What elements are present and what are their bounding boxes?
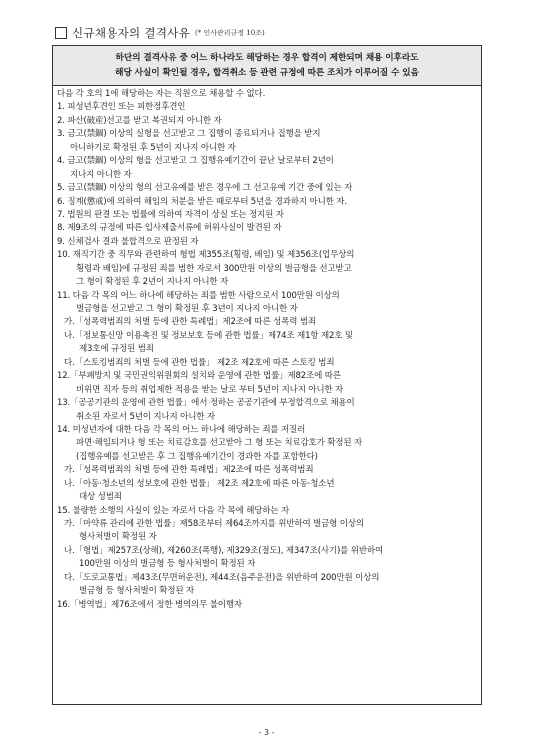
sub-item-continuation: 100만원 이상의 벌금형 등 형사처벌이 확정된 자	[79, 559, 256, 570]
list-item: 6. 징계(懲戒)에 의하여 해임의 처분을 받은 때로부터 5년을 경과하지 아니한 자.	[57, 196, 347, 207]
notice-line: 해당 사실이 확인될 경우, 합격취소 등 관련 규정에 따른 조치가 이루어질 수 있음	[115, 67, 419, 78]
list-item: 10. 재직기간 중 직무와 관련하여 형법 제355조(횡령, 배임) 및 제356조(업무상의	[57, 250, 355, 261]
list-item: 2. 파산(破産)선고를 받고 복권되지 아니한 자	[57, 115, 222, 126]
list-item: 4. 금고(禁錮) 이상의 형을 선고받고 그 집행유예기간이 끝난 날로부터 2년이	[57, 156, 334, 167]
list-item-continuation: 지나지 아니한 자	[70, 169, 132, 180]
list-item-continuation: 벌금형을 선고받고 그 형이 확정된 후 3년이 지나지 아니한 자	[76, 304, 298, 314]
list-item: 9. 신체검사 결과 불합격으로 판정된 자	[57, 236, 199, 247]
list-item-continuation: 파면·해임되거나 형 또는 치료감호를 선고받아 그 형 또는 치료감호가 확정된 자	[76, 438, 363, 449]
sub-item: 다.「스토킹범죄의 처벌 등에 관한 법률」 제2조 제2호에 따른 스토킹 범죄	[64, 357, 335, 368]
sub-item: 가.「마약류 관리에 관한 법률」제58조부터 제64조까지를 위반하여 벌금형 이상의	[64, 519, 364, 529]
sub-item: 다.「도로교통법」제43조(무면허운전), 제44조(음주운전)을 위반하여 200만원 이상의	[64, 572, 380, 583]
list-item: 1. 피성년후견인 또는 피한정후견인	[57, 102, 186, 113]
list-item: 8. 제9조의 규정에 따른 입사제출서류에 허위사실이 발견된 자	[57, 223, 282, 234]
list-item-continuation: 횡령과 배임)에 규정된 죄를 범한 자로서 300만원 이상의 벌금형을 선고받고	[76, 263, 352, 274]
sub-item-continuation: 형사처벌이 확정된 자	[79, 532, 157, 543]
list-item: 3. 금고(禁錮) 이상의 실형을 선고받고 그 집행이 종료되거나 집행을 받지	[57, 129, 321, 140]
sub-item: 가.「성폭력범죄의 처벌 등에 관한 특례법」제2조에 따른 성폭력 범죄	[64, 317, 316, 328]
heading-title: 신규채용자의 결격사유	[72, 26, 191, 40]
list-item: 7. 법원의 판결 또는 법률에 의하여 자격이 상실 또는 정지된 자	[57, 209, 284, 220]
list-item-continuation: 아니하기로 확정된 후 5년이 지나지 아니한 자	[70, 142, 236, 153]
disqualification-list	[53, 86, 481, 612]
list-item: 11. 다음 각 목의 어느 하나에 해당하는 죄를 범한 사람으로서 100만원 이상의	[57, 290, 340, 301]
list-intro: 다음 각 호의 1에 해당하는 자는 직원으로 채용할 수 없다.	[57, 89, 266, 99]
sub-item: 나.「아동·청소년의 성보호에 관한 법률」 제2조 제2호에 따른 아동·청소년	[64, 478, 335, 489]
list-item: 15. 불량한 소행의 사실이 있는 자로서 다음 각 목에 해당하는 자	[57, 505, 290, 516]
list-item-continuation: (집행유예를 선고받은 후 그 집행유예기간이 경과한 자를 포함한다)	[76, 451, 318, 462]
page-number: - 3 -	[258, 728, 275, 737]
notice-banner	[53, 46, 481, 86]
section-heading	[55, 25, 265, 41]
sub-item-continuation: 벌금형 등 형사처벌이 확정된 자	[79, 586, 195, 597]
list-item-continuation: 비위면 직자 등의 취업제한 적용을 받는 날로 부터 5년이 지나지 아니한 자	[76, 384, 344, 395]
sub-item-continuation: 대상 성범죄	[79, 492, 122, 503]
sub-item: 나.「정보통신망 이용촉진 및 정보보호 등에 관한 법률」제74조 제1항 제2호 및	[64, 330, 353, 341]
sub-item: 가.「성폭력범죄의 처벌 등에 관한 특례법」제2조에 따른 성폭력범죄	[64, 465, 314, 476]
list-item: 5. 금고(禁錮) 이상의 형의 선고유예를 받은 경우에 그 선고유예 기간 중에 있는 자	[57, 183, 353, 194]
list-item: 12.「부패방지 및 국민권익위원회의 설치와 운영에 관한 법률」제82조에 따른	[57, 371, 341, 382]
sub-item: 나.「형법」제257조(상해), 제260조(폭행), 제329조(절도), 제347조(사기)를 위반하여	[64, 545, 384, 556]
notice-line: 하단의 결격사유 중 어느 하나라도 해당하는 경우 합격이 제한되며 채용 이후라도	[115, 53, 419, 63]
disqualification-box	[52, 45, 482, 705]
list-item: 13.「공공기관의 운영에 관한 법률」에서 정하는 공공기관에 부정합격으로 채용이	[57, 398, 355, 409]
sub-item-continuation: 제3호에 규정된 범죄	[79, 344, 154, 355]
list-item: 16.「병역법」제76조에서 정한 병역의무 불이행자	[57, 599, 242, 610]
list-item: 14. 미성년자에 대한 다음 각 목의 어느 하나에 해당하는 죄를 저질러	[57, 424, 306, 435]
heading-reference: (* 인사관리규정 10조)	[195, 29, 265, 37]
list-item-continuation: 취소된 자로서 5년이 지나지 아니한 자	[76, 411, 215, 422]
list-item-continuation: 그 형이 확정된 후 2년이 지나지 아니한 자	[76, 277, 229, 288]
checkbox-square-icon	[55, 27, 67, 39]
